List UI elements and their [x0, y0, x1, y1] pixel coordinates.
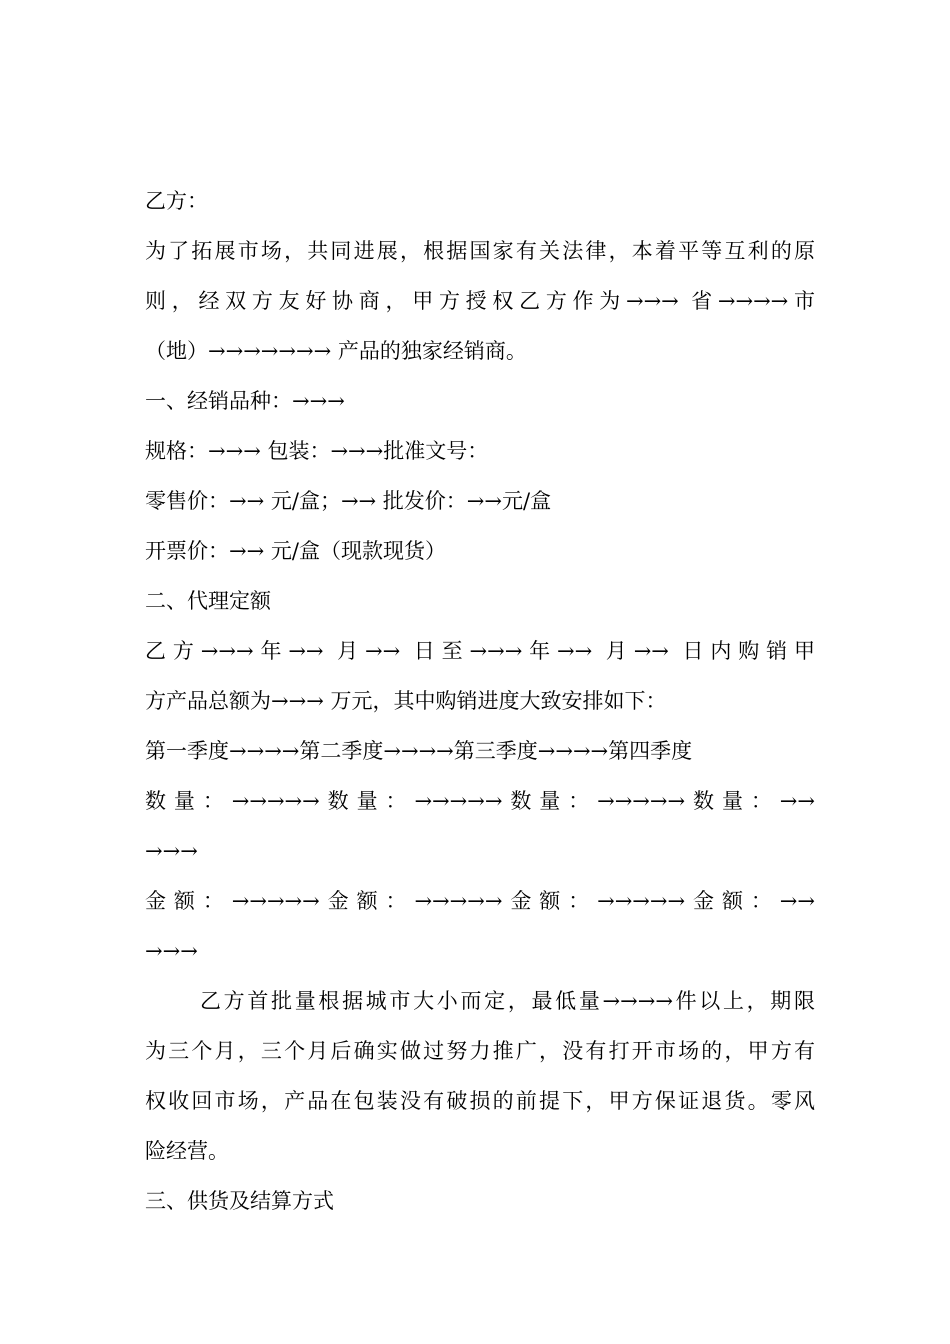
preamble-line-2: 则，经双方友好协商，甲方授权乙方作为→→→ 省→→→→市 — [145, 289, 815, 313]
first-batch-line-3: 权收回市场，产品在包装没有破损的前提下，甲方保证退货。零风 — [145, 1089, 815, 1113]
quantity-line-cont: →→→ — [145, 839, 198, 863]
quarters-line: 第一季度→→→→第二季度→→→→第三季度→→→→第四季度 — [145, 739, 693, 763]
first-batch-line-4: 险经营。 — [145, 1139, 229, 1163]
section-1-heading: 一、经销品种：→→→ — [145, 389, 345, 413]
party-b-label: 乙方： — [145, 189, 208, 213]
preamble-line-1: 为了拓展市场，共同进展，根据国家有关法律，本着平等互利的原 — [145, 239, 815, 263]
quota-line-1: 乙方→→→年→→ 月→→ 日至→→→年→→ 月→→ 日内购销甲 — [145, 639, 815, 663]
section-2-heading: 二、代理定额 — [145, 589, 271, 613]
first-batch-line-2: 为三个月，三个月后确实做过努力推广，没有打开市场的，甲方有 — [145, 1039, 815, 1063]
spec-line: 规格：→→→ 包装：→→→批准文号： — [145, 439, 489, 463]
retail-price-line: 零售价：→→ 元/盒；→→ 批发价：→→元/盒 — [145, 489, 552, 513]
section-3-heading: 三、供货及结算方式 — [145, 1189, 334, 1213]
amount-line: 金额：→→→→→金额：→→→→→金额：→→→→→金额：→→ — [145, 889, 815, 913]
quota-line-2: 方产品总额为→→→ 万元，其中购销进度大致安排如下： — [145, 689, 667, 713]
quantity-line: 数量：→→→→→数量：→→→→→数量：→→→→→数量：→→ — [145, 789, 815, 813]
invoice-price-line: 开票价：→→ 元/盒（现款现货） — [145, 539, 446, 563]
preamble-line-3: （地）→→→→→→→ 产品的独家经销商。 — [145, 339, 527, 363]
first-batch-line-1: 乙方首批量根据城市大小而定，最低量→→→→件以上，期限 — [200, 989, 815, 1013]
amount-line-cont: →→→ — [145, 939, 198, 963]
